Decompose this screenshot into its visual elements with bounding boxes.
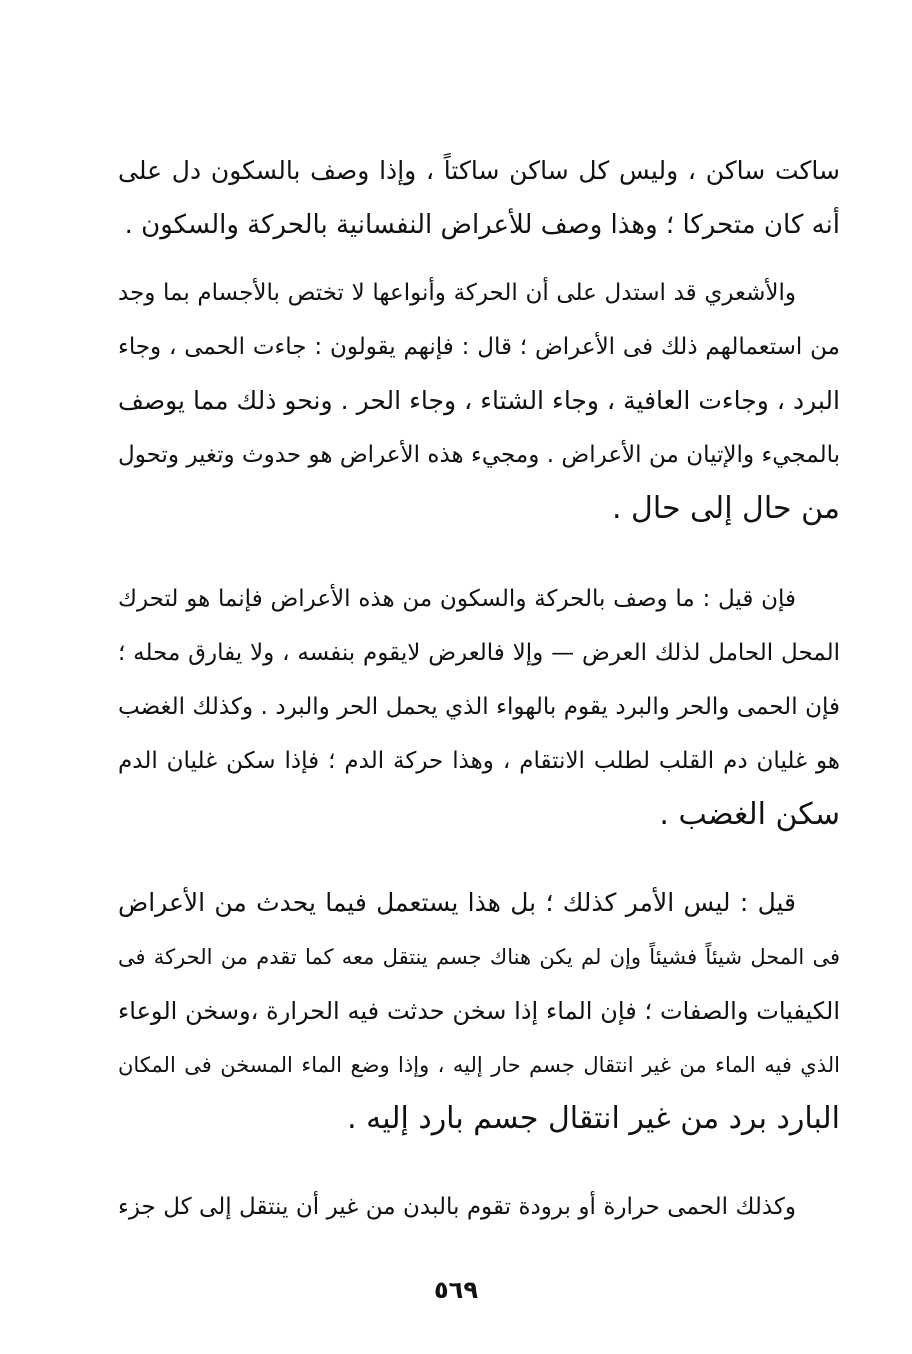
text-line: فإن قيل : ما وصف بالحركة والسكون من هذه الأعراض فإنما هو لتحرك	[118, 586, 796, 612]
paragraph-5	[118, 1180, 840, 1234]
paragraph-1	[118, 144, 840, 252]
paragraph-3	[118, 572, 840, 842]
text-line: الكيفيات والصفات ؛ فإن الماء إذا سخن حدثت فيه الحرارة ،وسخن الوعاء	[118, 997, 840, 1025]
text-line: وكذلك الحمى حرارة أو برودة تقوم بالبدن من غير أن ينتقل إلى كل جزء	[118, 1194, 796, 1220]
page-number: ٥٦٩	[434, 1276, 478, 1304]
text-line: البرد ، وجاءت العافية ، وجاء الشتاء ، وجاء الحر . ونحو ذلك مما يوصف	[118, 386, 840, 415]
text-line: بالمجيء والإتيان من الأعراض . ومجيء هذه الأعراض هو حدوث وتغير وتحول	[118, 442, 840, 468]
text-line: المحل الحامل لذلك العرض — وإلا فالعرض لايقوم بنفسه ، ولا يفارق محله ؛	[118, 640, 840, 666]
text-line: البارد برد من غير انتقال جسم بارد إليه .	[347, 1101, 840, 1136]
text-line: من حال إلى حال .	[611, 491, 840, 526]
paragraph-4	[118, 876, 840, 1146]
text-line: أنه كان متحركا ؛ وهذا وصف للأعراض النفسانية بالحركة والسكون .	[124, 210, 840, 240]
paragraph-2	[118, 266, 840, 536]
text-line: والأشعري قد استدل على أن الحركة وأنواعها لا تختص بالأجسام بما وجد	[118, 280, 796, 306]
text-line: فإن الحمى والحر والبرد يقوم بالهواء الذي يحمل الحر والبرد . وكذلك الغضب	[118, 694, 840, 720]
text-line: سكن الغضب .	[659, 797, 840, 832]
text-line: الذي فيه الماء من غير انتقال جسم حار إليه ، وإذا وضع الماء المسخن فى المكان	[118, 1053, 840, 1077]
text-line: قيل : ليس الأمر كذلك ؛ بل هذا يستعمل فيما يحدث من الأعراض	[118, 888, 796, 917]
text-line: ساكت ساكن ، وليس كل ساكن ساكتاً ، وإذا وصف بالسكون دل على	[118, 156, 840, 185]
text-line: هو غليان دم القلب لطلب الانتقام ، وهذا حركة الدم ؛ فإذا سكن غليان الدم	[118, 748, 840, 774]
text-line: فى المحل شيئاً فشيئاً وإن لم يكن هناك جسم ينتقل معه كما تقدم من الحركة فى	[118, 945, 840, 969]
text-line: من استعمالهم ذلك فى الأعراض ؛ قال : فإنهم يقولون : جاءت الحمى ، وجاء	[118, 334, 840, 360]
